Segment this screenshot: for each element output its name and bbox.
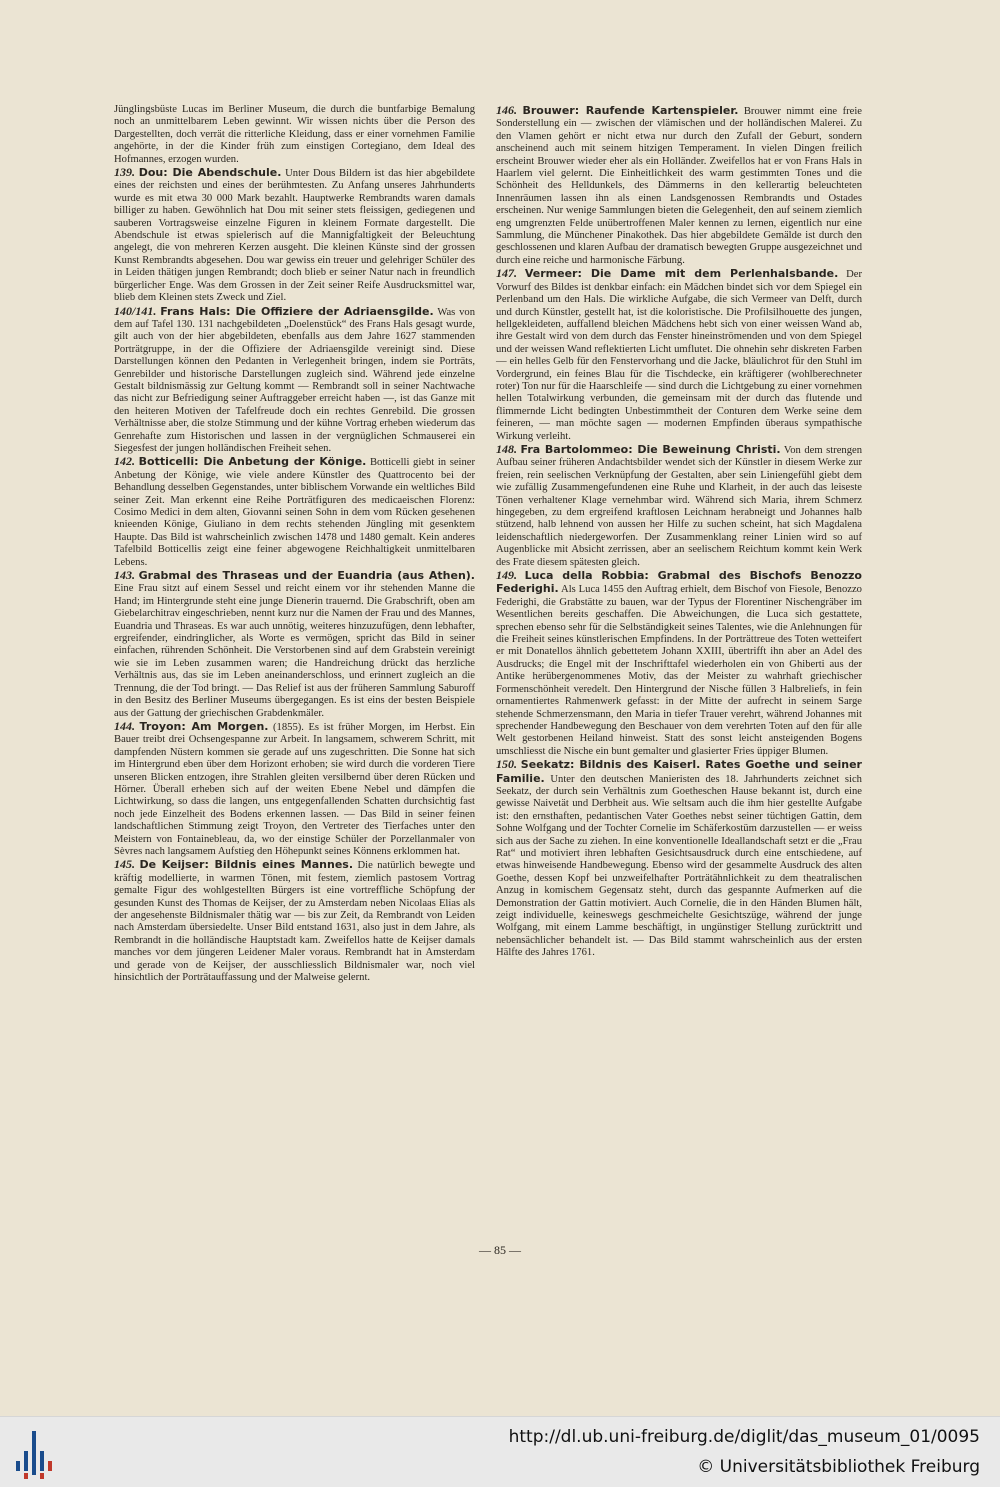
entry-145: 145. De Keijser: Bildnis eines Mannes. Die natürlich bewegte und kräftig modellierte, in warmen Tönen, mit festem, ziemlich pastosem Vortrag gemalte Figur des wohlgestellten Bürgers ist eine vortreffliche Schöpfung der gesunden Kunst des Thomas de Keijser, der zu Amsterdam neben Nicolaas Elias als der angesehenste Bildnismaler thätig war — bis zur Zeit, da Rembrandt von Leiden nach Amsterdam übersiedelte. Unser Bild entstand 1631, also just in dem Jahre, als Rembrandt in die holländische Hauptstadt kam. Zweifellos hatte de Keijser damals manches vor dem jüngeren Leidener Maler voraus. Rembrandt hat in Amsterdam und gerade von de Keijser, der ausschliesslich Bildnismaler war, noch viel hinsichtlich der Porträtauffassung und der Malweise gelernt.: [114, 857, 476, 984]
entry-intro: Jünglingsbüste Lucas im Berliner Museum, die durch die buntfarbige Bemalung noch an unmittelbarem Leben gewinnt. Wir wissen nichts über die Person des Dargestellten, doch verrät die ritterliche Kleidung, dass er einer vornehmen Familie angehörte, in der die Kinder früh zum einstigen Cortegiano, dem Ideal des Hofmannes, erzogen wurden.: [114, 104, 475, 165]
entry-150: 150. Seekatz: Bildnis des Kaiserl. Rates Goethe und seiner Familie. Unter den deutschen Manieristen des 18. Jahrhunderts zeichnet sich Seekatz, der durch sein Verhältnis zum Goetheschen Hause bekannt ist, durch eine gewisse Naivetät und Derbheit aus. Wie seltsam auch die ihm hier gestellte Aufgabe ist: den ernsthaften, pedantischen Vater Goethes nebst seiner tüchtigen Gattin, dem Sohne Wolfgang und der Tochter Cornelie im Schäferkostüm darzustellen — er weiss sich aus der Sache zu ziehen. In eine konventionelle Ideallandschaft setzt er die „Frau Rat“ und motiviert ihren lebhaften Gesichtsausdruck durch eine entschiedene, auf etwas hinweisende Handbewegung. Ebenso wird der gesammelte Ausdruck des alten Goethe, dessen Kopf bei unzweifelhafter Porträtähnlichkeit zu dem theatralischen Anzug in komischem Gegensatz steht, durch das gespannte Aufmerken auf die Demonstration der Gattin motiviert. Auch Cornelie, die in den Händen Blumen hält, zeigt individuelle, keineswegs geschmeichelte Gesichtszüge, während der junge Wolfgang, mit einem Lamme beschäftigt, in ungünstiger Stellung zurücktritt und nebensächlicher behandelt ist. — Das Bild stammt wahrscheinlich aus der ersten Hälfte des Jahres 1761.: [496, 757, 862, 959]
entry-139: 139. Dou: Die Abendschule. Unter Dous Bildern ist das hier abgebildete eines der reichsten und eines der berühmtesten. Zu Anfang unseres Jahrhunderts wurde es mit etwa 30 000 Mark bezahlt. Hauptwerke Rembrandts waren damals billiger zu haben. Gewöhnlich hat Dou mit seiner stets fleissigen, gediegenen und sauberen Vortragsweise einzelne Figuren in kleinem Formate dargestellt. Die Abendschule ist etwas spielerisch auf die Mannigfaltigkeit der Beleuchtung angelegt, die von mehreren Kerzen ausgeht. Die kleinen Künste sind der grossen Kunst Rembrandts abgesehen. Dou war gewiss ein treuer und gelehriger Schüler des in Leiden thätigen jungen Rembrandt; doch blieb er seiner Natur nach in freundlich bürgerlicher Enge. Was dem Grossen in der Zeit seiner Reife Ausdrucksmittel war, blieb dem Kleinen stets Zweck und Ziel.: [114, 165, 475, 304]
right-column: [496, 104, 862, 960]
page-number: — 85 —: [479, 1243, 521, 1257]
entry-143: 143. Grabmal des Thraseas und der Euandria (aus Athen). Eine Frau sitzt auf einem Sessel und reicht einem vor ihr stehenden Manne die Hand; im Hintergrunde steht eine junge Dienerin trauernd. Die Grabschrift, oben am Giebelarchitrav eingeschrieben, nennt kurz nur die Namen der Frau und des Mannes, Euandria und Thraseas. Es war auch unnötig, weiteres hinzuzufügen, denn lebhafter, ergreifender, eindringlicher, als Worte es vermögen, spricht das Bild in seiner einfachen, rührenden Schönheit. Die Verstorbenen sind auf dem Grabstein vereinigt wie sie im Leben zusammen waren; die Handreichung drückt das herzliche Verhältnis aus, das sie im Leben aneinanderschloss, und erinnert zugleich an die Trennung, die der Tod bringt. — Das Relief ist aus der früheren Sammlung Saburoff in den Besitz des Berliner Museums übergegangen. Es ist eins der besten Beispiele aus der Gattung der griechischen Grabdenkmäler.: [114, 568, 475, 719]
source-url-link[interactable]: http://dl.ub.uni-freiburg.de/diglit/das_museum_01/0095: [508, 1427, 980, 1447]
entry-142: 142. Botticelli: Die Anbetung der Könige. Botticelli giebt in seiner Anbetung der Könige, wie viele andere Künstler des Quattrocento bei der Behandlung desselben Gegenstandes, unter biblischem Vorwande ein weltliches Bild seiner Zeit. Man erkennt eine Reihe Porträtfiguren des medicaeischen Florenz: Cosimo Medici in dem alten, Giovanni seinen Sohn in dem vom Rücken gesehenen knieenden Könige, Giuliano in dem rechts stehenden Jüngling mit gesenktem Haupte. Das Bild ist wahrscheinlich zwischen 1478 und 1480 gemalt. Kein anderes Tafelbild Botticellis zeigt eine feiner abgewogene Reichhaltigkeit unmittelbaren Lebens.: [114, 454, 475, 568]
entry-148: 148. Fra Bartolommeo: Die Beweinung Christi. Von dem strengen Aufbau seiner früheren Andachtsbilder wendet sich der Künstler in diesem Werke zur freien, rein seelischen Verknüpfung der Gestalten, aber sein Liniengefühl giebt dem wie zufällig Zusammengefundenen eine Ruhe und Klarheit, in der auch das leiseste Tönen verhaltener Klage vernehmbar wird. Während sich Maria, ihrem Schmerz hingegeben, zu dem ergreifend kraftlosen Leichnam herabneigt und Johannes halb stützend, halb lehnend von aussen her Hilfe zu suchen scheint, hat sich Magdalena leidenschaftlich niedergeworfen. Der Zusammenklang reiner Linien wird so auf Augenblicke mit Absicht zerrissen, aber an seelischem Reichtum kommt kein Werk des Frate diesem spätesten gleich.: [496, 441, 862, 568]
entry-147: 147. Vermeer: Die Dame mit dem Perlenhalsbande. Der Vorwurf des Bildes ist denkbar einfach: ein Mädchen bindet sich vor dem Spiegel ein Perlenband um den Hals. Die wirkliche Aufgabe, die sich Vermeer van Delft, durch und durch Künstler, gestellt hat, ist die koloristische. Die Profilsilhouette des jungen, hellgekleideten, auffallend bleichen Mädchens hebt sich von einer weissen Wand ab, ihre Gestalt wird von dem durch das Fenster hineinströmenden und von dem Spiegel und der weissen Wand reflektierten Licht umflutet. Die ohnehin sehr diskreten Farben — ein helles Gelb für den Fenstervorhang und die Jacke, bläulichrot für den Stuhl im Vordergrund, ein feines Blau für die Tischdecke, ein kräftigerer (wohlberechneter roter) Ton nur für die Haarschleife — sind durch die Lichtgebung zu einer vornehmen hellen Totalwirkung verbunden, die gemeinsam mit der durch das flutende und flimmernde Licht bedingten Unbestimmtheit der Conturen dem Werke seine dem feineren, — man möchte sagen — modernen Empfinden überaus sympathische Wirkung verleiht.: [496, 266, 863, 442]
ub-freiburg-logo-icon: [16, 1427, 52, 1479]
left-column: [114, 104, 475, 984]
entry-140-141: 140/141. Frans Hals: Die Offiziere der Adriaensgilde. Was von dem auf Tafel 130. 131 nachgebildeten „Doelenstück“ des Frans Hals gesagt wurde, gilt auch von der hier abgebildeten, ebenfalls aus dem Jahre 1627 stammenden Porträtgruppe, in der die Offiziere der Adriaensgilde vereinigt sind. Diese Darstellungen können den Pedanten in Verlegenheit bringen, indem sie Porträts, Genrebilder und historische Darstellungen zugleich sind. Während jede einzelne Gestalt bildnismässig zur Geltung kommt — Rembrandt soll in seiner Nachtwache das nicht zur Befriedigung seiner Auftraggeber erreicht haben —, ist das Ganze mit den heiteren Motiven der Tafelfreude doch ein rechtes Genrebild. Die grossen Verhältnisse aber, die stolze Stimmung und der kühne Vortrag erheben wiederum das Genrehafte zum Historischen und lassen in der vergnüglichen Schmauserei ein Siegesfest der jungen holländischen Freiheit sehen.: [114, 303, 476, 454]
entry-144: 144. Troyon: Am Morgen. (1855). Es ist früher Morgen, im Herbst. Ein Bauer treibt drei Ochsengespanne zur Arbeit. In langsamem, schwerem Schritt, mit dampfenden Nüstern kommen sie gerade auf uns zugeschritten. Die Sonne hat sich im Hintergrund eben über dem Horizont erhoben; sie wird durch die vorderen Tiere unseren Blicken entzogen, ihre Strahlen gleiten versilbernd über deren Rücken und Hörner. Überall erheben sich auf der weiten Ebene Nebel und dämpfen die Lichtwirkung, so dass die langen, uns entgegenfallenden Schatten durchsichtig fast noch jede Einzelheit des Bodens erkennen lassen. — Das Bild in seiner feinen landschaftlichen Stimmung zeigt Troyon, den Vertreter des Tierfaches unter den Meistern von Fontainebleau, da, wo der einstige Schüler der Porzellanmaler von Sèvres nach langsamem Aufstieg den Höhepunkt seines Könnens erklommen hat.: [114, 718, 475, 857]
copyright-text: © Universitätsbibliothek Freiburg: [697, 1457, 980, 1477]
entry-149: 149. Luca della Robbia: Grabmal des Bischofs Benozzo Federighi. Als Luca 1455 den Auftrag erhielt, dem Bischof von Fiesole, Benozzo Federighi, die Grabstätte zu bauen, war der Typus der Florentiner Nischengräber im Wesentlichen bereits geschaffen. Die Abweichungen, die Luca sich gestattete, sprechen ebenso sehr für die Selbständigkeit seines Talentes, wie die Anlehnungen für die Freiheit seines künstlerischen Empfindens. In der Porträttreue des Toten wetteifert er mit Donatellos ähnlich gebettetem Johann XXIII, übertrifft ihn aber an Adel des Ausdrucks; die Engel mit der Inschrifttafel wiederholen ein von Ghiberti aus der Antike herübergenommenes Motiv, das der Meister zu wahrhaft griechischer Formenschönheit veredelt. Den Hintergrund der Nische füllen 3 Halbreliefs, in fein ornamentiertes Rahmenwerk gefasst: in der Mitte der aufrecht in seinem Sarge stehende Schmerzensmann, den Maria in tiefer Trauer verehrt, während Johannes mit sprechender Handbewegung den Beschauer von dem verehrten Toten auf den für alle Welt gestorbenen Heiland hinweist. Statt des sonst leicht ansteigenden Bogens umschliesst die Nische ein bunt gemalter und glasierter Fries üppiger Blumen.: [496, 568, 862, 757]
entry-146: 146. Brouwer: Raufende Kartenspieler. Brouwer nimmt eine freie Sonderstellung ein — zwischen der vlämischen und der holländischen Malerei. Zu den Vlamen gehört er nicht etwa nur durch den Zufall der Geburt, sondern anscheinend auch mit seinem hitzigen Temperament. In vielen Dingen freilich erscheint Brouwer wieder eher als ein Holländer. Zweifellos hat er von Frans Hals in Haarlem viel gelernt. Die Einheitlichkeit des warm gestimmten Tones und die Schönheit des Helldunkels, des Dämmerns in den kellerartig beleuchteten Innenräumen lassen ihn als einen Landsgenossen Rembrandts und Ostades erscheinen. Nur wenige Sammlungen bieten die Gelegenheit, den auf seinem ziemlich eng umgrenzten Felde unübertroffenen Maler kennen zu lernen, eigentlich nur eine Sammlung, die Münchener Pinakothek. Das hier abgebildete Gemälde ist durch den geschlossenen und klaren Aufbau der dramatisch bewegten Gruppe ausgezeichnet und durch eine reiche und harmonische Färbung.: [496, 103, 862, 266]
viewer-footer: [0, 1416, 1000, 1487]
